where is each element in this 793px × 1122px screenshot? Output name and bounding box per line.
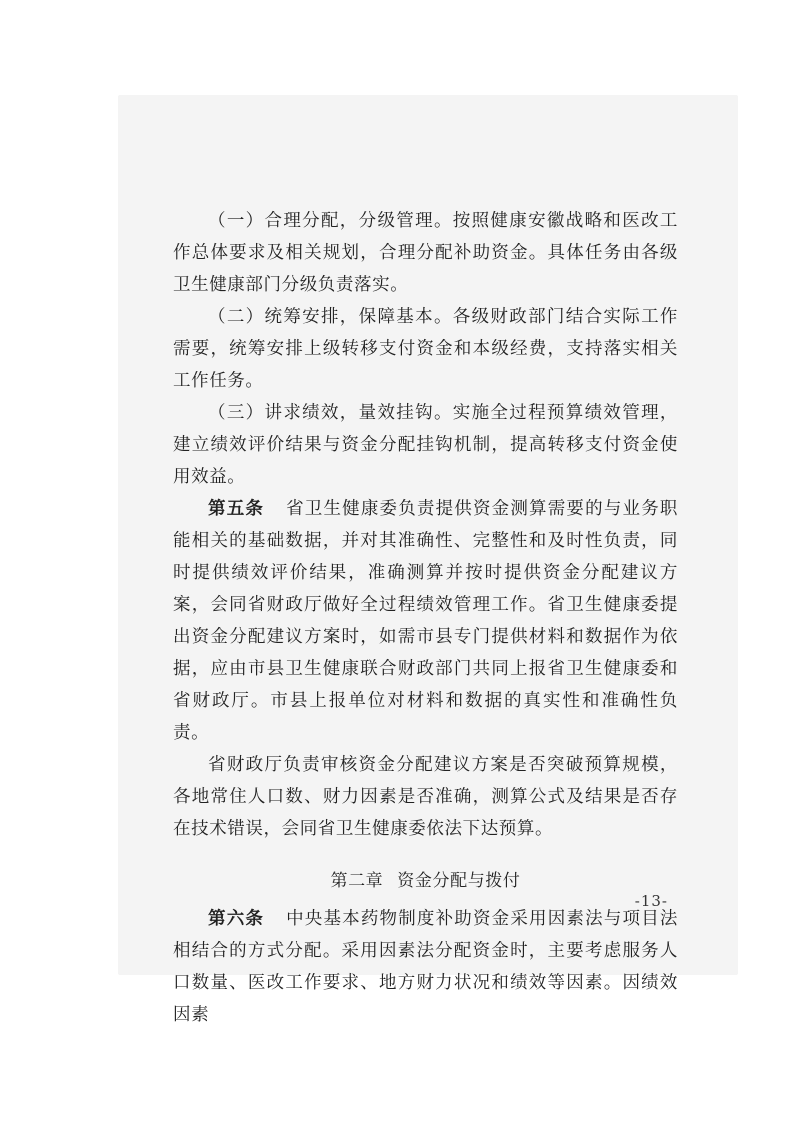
principle-paragraph-3: （三）讲求绩效，量效挂钩。实施全过程预算绩效管理，建立绩效评价结果与资金分配挂钩机制，提高转移支付资金使用效益。 [173,403,678,487]
chapter-title: 资金分配与拨付 [397,871,521,891]
article-6-label: 第六条 [208,909,265,929]
chapter-number: 第二章 [330,871,384,891]
article-6-paragraph [173,903,678,1031]
article-5-label: 第五条 [208,499,265,519]
review-paragraph: 省财政厅负责审核资金分配建议方案是否突破预算规模，各地常住人口数、财力因素是否准确，测算公式及结果是否存在技术错误，会同省卫生健康委依法下达预算。 [173,755,678,839]
principle-paragraph-1: （一）合理分配，分级管理。按照健康安徽战略和医改工作总体要求及相关规划，合理分配补助资金。具体任务由各级卫生健康部门分级负责落实。 [173,211,678,295]
article-5-paragraph [173,493,678,749]
article-5-text: 省卫生健康委负责提供资金测算需要的与业务职能相关的基础数据，并对其准确性、完整性和及时性负责，同时提供绩效评价结果，准确测算并按时提供资金分配建议方案，会同省财政厅做好全过程绩效管理工作。省卫生健康委提出资金分配建议方案时，如需市县专门提供材料和数据作为依据，应由市县卫生健康联合财政部门共同上报省卫生健康委和省财政厅。市县上报单位对材料和数据的真实性和准确性负责。 [173,499,678,743]
document-body [173,205,678,1031]
chapter-heading [173,865,678,897]
page-number: -13- [634,892,668,910]
article-6-text: 中央基本药物制度补助资金采用因素法与项目法相结合的方式分配。采用因素法分配资金时，主要考虑服务人口数量、医改工作要求、地方财力状况和绩效等因素。因绩效因素 [173,909,678,1025]
principle-paragraph-2: （二）统筹安排，保障基本。各级财政部门结合实际工作需要，统筹安排上级转移支付资金和本级经费，支持落实相关工作任务。 [173,307,678,391]
